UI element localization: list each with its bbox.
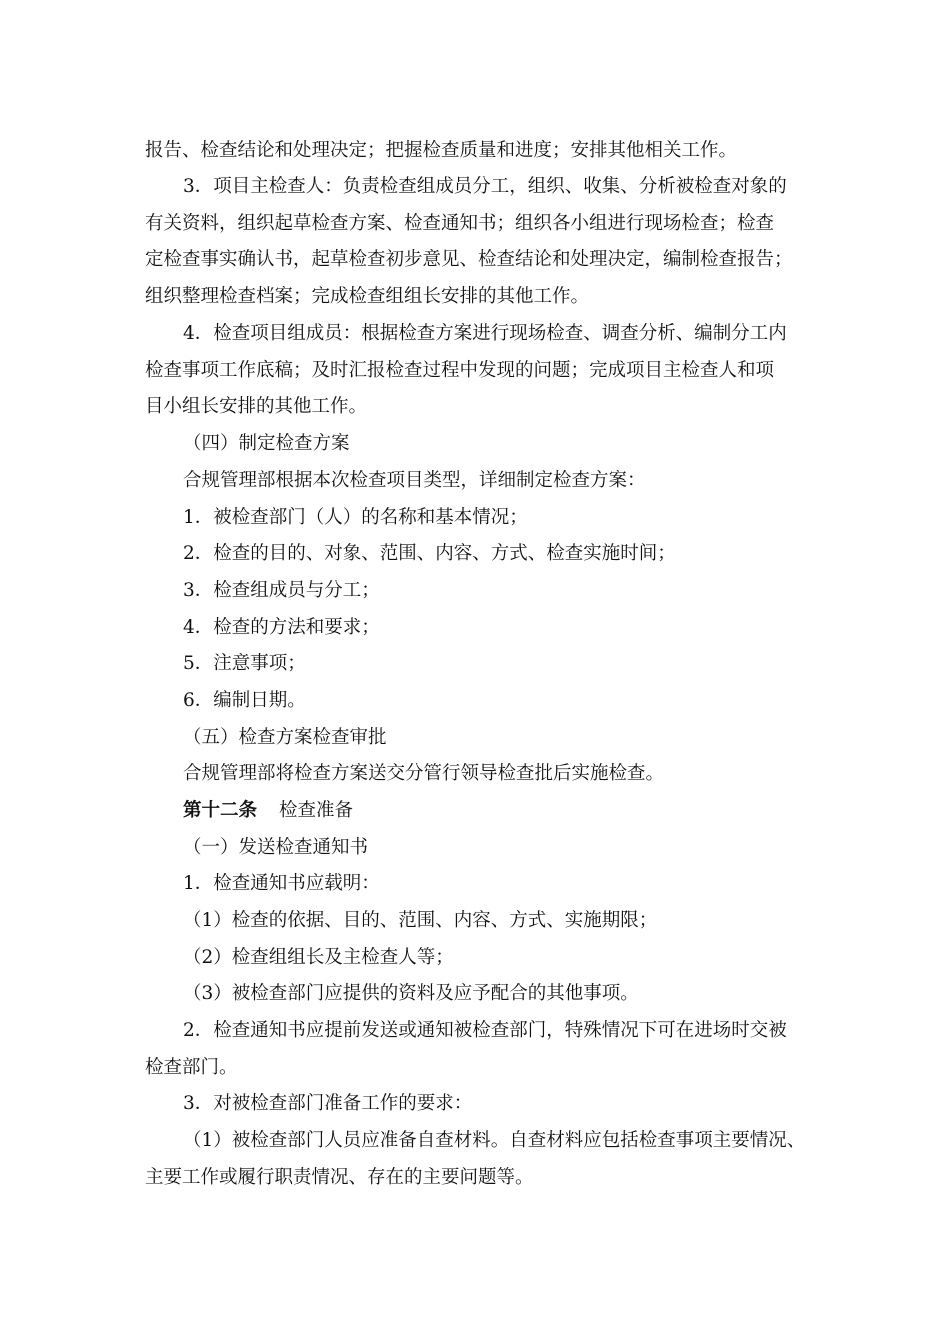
paragraph-line: 检查部门。 [145,1057,238,1078]
paragraph-line: 2．检查通知书应提前发送或通知被检查部门，特殊情况下可在进场时交被 [183,1020,787,1041]
list-item: 4．检查的方法和要求； [183,617,380,638]
paragraph-line: 合规管理部根据本次检查项目类型，详细制定检查方案： [183,470,646,491]
list-item: 1．检查通知书应载明： [183,873,380,894]
paragraph-line: 目小组长安排的其他工作。 [145,396,368,417]
paragraph-line: 定检查事实确认书，起草检查初步意见、检查结论和处理决定，编制检查报告； [145,249,793,270]
paragraph-line: 检查事项工作底稿；及时汇报检查过程中发现的问题；完成项目主检查人和项 [145,360,775,381]
article-title: 检查准备 [279,800,354,821]
list-item: 3．对被检查部门准备工作的要求： [183,1093,473,1114]
paragraph-line: 报告、检查结论和处理决定；把握检查质量和进度；安排其他相关工作。 [145,140,738,161]
section-heading: （四）制定检查方案 [183,433,350,454]
paragraph-line: 3．项目主检查人：负责检查组成员分工，组织、收集、分析被检查对象的 [183,176,787,197]
paragraph-line: 主要工作或履行职责情况、存在的主要问题等。 [145,1167,534,1188]
list-item: （2）检查组组长及主检查人等； [183,947,454,968]
article-number: 第十二条 [183,800,258,821]
list-item: 1．被检查部门（人）的名称和基本情况； [183,507,528,528]
list-item: 2．检查的目的、对象、范围、内容、方式、检查实施时间； [183,543,676,564]
paragraph-line: 组织整理检查档案；完成检查组组长安排的其他工作。 [145,286,590,307]
paragraph-line: 4．检查项目组成员：根据检查方案进行现场检查、调查分析、编制分工内 [183,323,787,344]
paragraph-line: （1）被检查部门人员应准备自查材料。自查材料应包括检查事项主要情况、 [183,1130,806,1151]
paragraph-line: 合规管理部将检查方案送交分管行领导检查批后实施检查。 [183,763,665,784]
section-heading: （五）检查方案检查审批 [183,727,387,748]
list-item: （1）检查的依据、目的、范围、内容、方式、实施期限； [183,910,658,931]
list-item: 3．检查组成员与分工； [183,580,380,601]
list-item: 6．编制日期。 [183,690,306,711]
paragraph-line: 有关资料，组织起草检查方案、检查通知书；组织各小组进行现场检查；检查 [145,213,775,234]
article-heading [183,793,863,829]
list-item: 5．注意事项； [183,653,306,674]
list-item: （3）被检查部门应提供的资料及应予配合的其他事项。 [183,983,639,1004]
section-heading: （一）发送检查通知书 [183,837,369,858]
